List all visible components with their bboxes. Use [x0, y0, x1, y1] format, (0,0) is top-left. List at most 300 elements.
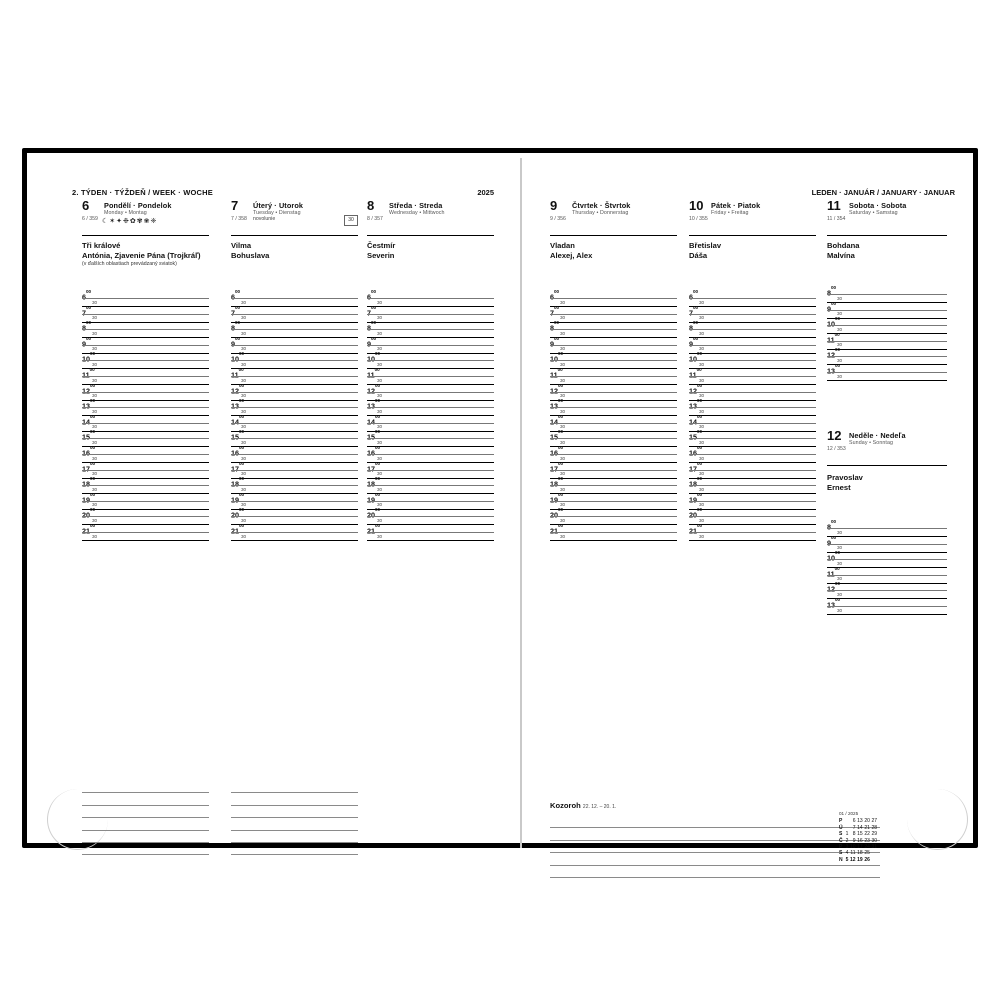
mini-calendar-day[interactable]: 13 — [857, 818, 863, 825]
hour-label: $16^{00}$ — [82, 444, 96, 458]
half-hour-label: 30 — [241, 361, 247, 367]
day-header-sunday — [827, 428, 947, 466]
hour-label: $11^{00}$ — [367, 366, 380, 380]
nameday-label: Vilma Bohuslava — [231, 241, 270, 260]
half-hour-rule — [82, 470, 209, 471]
hour-rule — [689, 540, 816, 541]
hour-label: $19^{00}$ — [550, 491, 564, 505]
half-hour-label: 30 — [377, 471, 383, 477]
hour-row[interactable] — [367, 509, 494, 525]
day-name-en: Thursday • Donnerstag — [572, 210, 629, 216]
hour-row[interactable] — [689, 431, 816, 447]
half-hour-rule — [550, 532, 677, 533]
hour-label: $9^{00}$ — [82, 335, 92, 349]
day-count: 10 / 355 — [689, 216, 708, 222]
mini-calendar-day[interactable]: 6 — [852, 818, 856, 825]
hour-row[interactable] — [550, 291, 677, 307]
mini-calendar-day[interactable]: 3 — [845, 844, 849, 851]
half-hour-rule — [689, 470, 816, 471]
day-header-friday — [689, 198, 816, 236]
hour-label: $14^{00}$ — [231, 413, 245, 427]
half-hour-label: 30 — [241, 424, 247, 430]
note-line[interactable] — [231, 818, 358, 830]
hour-row[interactable] — [231, 509, 358, 525]
hour-label: $17^{00}$ — [82, 460, 96, 473]
hour-label: $12^{00}$ — [550, 382, 564, 395]
hour-row[interactable] — [550, 413, 677, 432]
half-hour-rule — [827, 590, 947, 591]
day-name-en: Monday • Montag — [104, 210, 147, 216]
hour-row[interactable] — [827, 331, 947, 350]
day-column-thursday — [550, 198, 677, 810]
half-hour-label: 30 — [560, 299, 566, 305]
hour-label: $9^{00}$ — [231, 335, 241, 349]
day-names-friday — [689, 241, 816, 261]
note-line[interactable] — [82, 806, 209, 818]
mini-calendar-day[interactable]: 30 — [871, 837, 878, 844]
half-hour-label: 30 — [837, 342, 843, 348]
half-hour-label: 30 — [699, 299, 705, 305]
half-hour-rule — [82, 532, 209, 533]
half-hour-label: 30 — [699, 471, 705, 477]
day-number: 6 — [82, 198, 90, 213]
hour-grid-friday — [689, 291, 816, 541]
hour-row[interactable] — [231, 522, 358, 541]
half-hour-label: 30 — [92, 455, 98, 461]
half-hour-label: 30 — [560, 517, 566, 523]
hour-row[interactable] — [82, 322, 209, 338]
half-hour-rule — [231, 438, 358, 439]
hour-row[interactable] — [827, 318, 947, 334]
hour-row[interactable] — [689, 322, 816, 338]
hour-row[interactable] — [550, 366, 677, 385]
note-line[interactable] — [231, 843, 358, 855]
half-hour-label: 30 — [699, 533, 705, 539]
half-hour-rule — [689, 516, 816, 517]
hour-row[interactable] — [231, 335, 358, 354]
nameday-label: Vladan Alexej, Alex — [550, 241, 593, 260]
hour-row[interactable] — [231, 382, 358, 401]
hour-label: $18^{00}$ — [689, 476, 703, 489]
half-hour-rule — [367, 501, 494, 502]
mini-calendar-day[interactable]: 29 — [871, 831, 878, 838]
hour-label: $6^{00}$ — [689, 289, 699, 302]
hour-row[interactable] — [367, 413, 494, 432]
mini-calendar-day[interactable]: 11 — [850, 850, 856, 857]
hour-row[interactable] — [231, 353, 358, 369]
note-line[interactable] — [550, 866, 880, 878]
hour-label: $6^{00}$ — [367, 289, 377, 302]
hour-label: $11^{00}$ — [827, 331, 840, 345]
half-hour-rule — [367, 407, 494, 408]
hour-row[interactable] — [689, 509, 816, 525]
half-hour-rule — [367, 532, 494, 533]
hour-row[interactable] — [231, 460, 358, 479]
hour-label: $20^{00}$ — [550, 507, 564, 520]
hour-label: $9^{00}$ — [550, 335, 560, 349]
hour-row[interactable] — [689, 400, 816, 416]
hour-row[interactable] — [367, 444, 494, 463]
hour-row[interactable] — [689, 444, 816, 463]
hour-row[interactable] — [367, 366, 494, 385]
mini-calendar-day[interactable]: 1 — [845, 831, 849, 838]
half-hour-label: 30 — [241, 393, 247, 399]
half-hour-label: 30 — [699, 424, 705, 430]
hour-row[interactable] — [689, 460, 816, 479]
day-number: 11 — [827, 198, 841, 213]
mini-calendar-day[interactable]: 20 — [864, 818, 870, 825]
hour-label: $8^{00}$ — [827, 285, 837, 298]
hour-row[interactable] — [827, 534, 947, 553]
hour-row[interactable] — [689, 522, 816, 541]
hour-label: $10^{00}$ — [689, 351, 703, 364]
mini-calendar-day[interactable]: 7 — [852, 824, 856, 831]
half-hour-rule — [827, 294, 947, 295]
mini-calendar-day[interactable]: 8 — [852, 831, 856, 838]
hour-row[interactable] — [367, 522, 494, 541]
hour-row[interactable] — [367, 291, 494, 307]
hour-row[interactable] — [82, 491, 209, 510]
hour-row[interactable] — [367, 322, 494, 338]
mini-calendar-day[interactable]: 12 — [850, 856, 856, 863]
half-hour-label: 30 — [377, 299, 383, 305]
hour-row[interactable] — [82, 353, 209, 369]
mini-calendar-day[interactable]: 2 — [845, 837, 849, 844]
half-hour-rule — [827, 356, 947, 357]
half-hour-rule — [827, 544, 947, 545]
hour-label: $14^{00}$ — [367, 413, 381, 427]
hour-row[interactable] — [82, 366, 209, 385]
hour-row[interactable] — [82, 431, 209, 447]
note-line[interactable] — [550, 816, 880, 828]
hour-label: $21^{00}$ — [550, 522, 564, 536]
hour-label: $21^{00}$ — [231, 522, 245, 536]
note-line[interactable] — [550, 841, 880, 853]
mini-calendar-day[interactable]: 9 — [852, 837, 856, 844]
half-hour-rule — [550, 407, 677, 408]
half-hour-rule — [550, 423, 677, 424]
hour-row[interactable] — [550, 509, 677, 525]
hour-row[interactable] — [689, 382, 816, 401]
hour-row[interactable] — [82, 522, 209, 541]
half-hour-rule — [367, 438, 494, 439]
hour-row[interactable] — [550, 431, 677, 447]
hour-label: $12^{00}$ — [82, 382, 96, 395]
hour-row[interactable] — [550, 304, 677, 323]
half-hour-label: 30 — [560, 486, 566, 492]
half-hour-rule — [550, 516, 677, 517]
hour-row[interactable] — [231, 431, 358, 447]
hour-row[interactable] — [231, 291, 358, 307]
notes-monday[interactable] — [82, 781, 209, 855]
half-hour-rule — [550, 470, 677, 471]
mini-calendar-dow: Č — [839, 837, 843, 844]
hour-rule — [82, 540, 209, 541]
mini-calendar-day[interactable]: 22 — [864, 831, 870, 838]
mini-calendar-day[interactable]: 4 — [845, 850, 849, 857]
hour-label: $21^{00}$ — [367, 522, 381, 536]
notes-thursday[interactable] — [550, 816, 880, 878]
half-hour-label: 30 — [560, 315, 566, 321]
hour-row[interactable] — [367, 353, 494, 369]
hour-row[interactable] — [231, 366, 358, 385]
hour-row[interactable] — [827, 565, 947, 584]
hour-row[interactable] — [231, 491, 358, 510]
hour-row[interactable] — [82, 304, 209, 323]
hour-row[interactable] — [231, 413, 358, 432]
note-line[interactable] — [82, 831, 209, 843]
hour-label: $17^{00}$ — [367, 460, 381, 473]
half-hour-label: 30 — [560, 502, 566, 508]
hour-row[interactable] — [231, 478, 358, 494]
half-hour-label: 30 — [560, 408, 566, 414]
hour-label: $13^{00}$ — [689, 398, 703, 411]
hour-label: $17^{00}$ — [689, 460, 703, 473]
half-hour-rule — [550, 360, 677, 361]
mini-calendar-day[interactable]: 23 — [864, 837, 870, 844]
note-line[interactable] — [231, 806, 358, 818]
hour-row[interactable] — [367, 478, 494, 494]
half-hour-rule — [82, 454, 209, 455]
hour-row[interactable] — [231, 400, 358, 416]
mini-calendar-day[interactable]: 5 — [845, 856, 849, 863]
day-count: 6 / 359 — [82, 216, 98, 222]
hour-row[interactable] — [689, 491, 816, 510]
half-hour-label: 30 — [377, 315, 383, 321]
hour-label: $13^{00}$ — [550, 398, 564, 411]
hour-row[interactable] — [550, 322, 677, 338]
mini-calendar-day[interactable]: 10 — [850, 844, 856, 851]
hour-row[interactable] — [827, 287, 947, 303]
hour-rule — [367, 540, 494, 541]
half-hour-label: 30 — [560, 424, 566, 430]
hour-row[interactable] — [689, 478, 816, 494]
day-column-sunday — [827, 428, 947, 613]
hour-row[interactable] — [550, 478, 677, 494]
hour-row[interactable] — [689, 335, 816, 354]
hour-row[interactable] — [689, 291, 816, 307]
day-number: 10 — [689, 198, 704, 213]
hour-label: $20^{00}$ — [367, 507, 381, 520]
mini-calendar-day[interactable]: 19 — [857, 856, 863, 863]
half-hour-label: 30 — [241, 533, 247, 539]
day-name-en: Saturday • Samstag — [849, 210, 898, 216]
note-line[interactable] — [231, 781, 358, 793]
half-hour-rule — [231, 407, 358, 408]
half-hour-rule — [827, 575, 947, 576]
note-line[interactable] — [231, 831, 358, 843]
hour-label: $13^{00}$ — [82, 398, 96, 411]
hour-row[interactable] — [82, 478, 209, 494]
hour-label: $15^{00}$ — [231, 429, 245, 442]
day-header-tuesday — [231, 198, 358, 236]
hour-row[interactable] — [827, 596, 947, 615]
half-hour-rule — [827, 528, 947, 529]
hour-row[interactable] — [367, 335, 494, 354]
mini-calendar-day[interactable]: 15 — [857, 831, 863, 838]
mini-calendar-dow: S — [839, 850, 843, 857]
hour-label: $18^{00}$ — [82, 476, 96, 489]
hour-label: $8^{00}$ — [827, 519, 837, 532]
half-hour-rule — [550, 392, 677, 393]
hour-row[interactable] — [827, 349, 947, 365]
notes-tuesday[interactable] — [231, 781, 358, 855]
hour-label: $16^{00}$ — [231, 444, 245, 458]
mini-calendar-day[interactable] — [871, 857, 878, 863]
hour-row[interactable] — [550, 335, 677, 354]
hour-label: $19^{00}$ — [82, 491, 96, 505]
hour-label: $10^{00}$ — [550, 351, 564, 364]
hour-label: $20^{00}$ — [82, 507, 96, 520]
note-line[interactable] — [82, 818, 209, 830]
moon-label: novolunie — [253, 216, 276, 222]
hour-row[interactable] — [82, 291, 209, 307]
hour-row[interactable] — [550, 400, 677, 416]
half-hour-rule — [689, 329, 816, 330]
half-hour-rule — [82, 345, 209, 346]
half-hour-rule — [827, 606, 947, 607]
half-hour-label: 30 — [837, 357, 843, 363]
mini-calendar-day[interactable]: 28 — [871, 824, 878, 831]
mini-calendar-day[interactable]: 21 — [864, 824, 870, 831]
day-name: Čtvrtek · Štvrtok — [572, 201, 631, 210]
day-name: Středa · Streda — [389, 201, 443, 210]
half-hour-rule — [550, 454, 677, 455]
hour-row[interactable] — [827, 583, 947, 599]
hour-row[interactable] — [367, 431, 494, 447]
hour-label: $13^{00}$ — [827, 362, 841, 376]
hour-row[interactable] — [550, 491, 677, 510]
day-column-saturday — [827, 198, 947, 863]
mini-calendar-day[interactable]: 25 — [864, 850, 870, 857]
hour-grid-thursday — [550, 291, 677, 541]
hour-row[interactable] — [689, 413, 816, 432]
note-line[interactable] — [82, 793, 209, 805]
hour-label: $12^{00}$ — [827, 347, 841, 360]
day-name: Úterý · Utorok — [253, 201, 304, 210]
hour-row[interactable] — [82, 444, 209, 463]
hour-row[interactable] — [689, 304, 816, 323]
hour-label: $18^{00}$ — [550, 476, 564, 489]
day-name-en: Friday • Freitag — [711, 210, 749, 216]
hour-row[interactable] — [82, 509, 209, 525]
half-hour-label: 30 — [560, 393, 566, 399]
half-hour-label: 30 — [377, 393, 383, 399]
mini-calendar-day[interactable]: 27 — [871, 818, 878, 825]
half-hour-label: 30 — [699, 455, 705, 461]
day-count: 11 / 354 — [827, 216, 846, 222]
hour-row[interactable] — [231, 444, 358, 463]
hour-row[interactable] — [82, 335, 209, 354]
hour-label: $11^{00}$ — [231, 366, 244, 380]
note-line[interactable] — [82, 843, 209, 855]
hour-grid-sunday — [827, 521, 947, 615]
mini-calendar-day[interactable]: 16 — [857, 837, 863, 844]
half-hour-label: 30 — [377, 439, 383, 445]
hour-row[interactable] — [550, 460, 677, 479]
half-hour-rule — [82, 516, 209, 517]
half-hour-label: 30 — [699, 361, 705, 367]
hour-row[interactable] — [689, 353, 816, 369]
note-line[interactable] — [550, 853, 880, 865]
nameday-label: Čestmír Severin — [367, 241, 396, 260]
hour-label: $7^{00}$ — [231, 304, 241, 317]
hour-row[interactable] — [827, 521, 947, 537]
half-hour-label: 30 — [699, 486, 705, 492]
hour-label: $10^{00}$ — [827, 550, 841, 563]
half-hour-label: 30 — [837, 591, 843, 597]
hour-row[interactable] — [827, 362, 947, 381]
half-hour-label: 30 — [377, 486, 383, 492]
half-hour-rule — [550, 501, 677, 502]
half-hour-rule — [367, 376, 494, 377]
hour-grid-saturday — [827, 287, 947, 381]
mini-calendar-day[interactable]: 18 — [857, 850, 863, 857]
mini-calendar-day[interactable]: 17 — [857, 844, 863, 851]
hour-row[interactable] — [82, 460, 209, 479]
hour-label: $7^{00}$ — [367, 304, 377, 317]
hour-label: $8^{00}$ — [367, 320, 377, 333]
hour-row[interactable] — [231, 304, 358, 323]
mini-calendar-dow: P — [839, 818, 843, 825]
mini-calendar-day[interactable]: 24 — [864, 844, 870, 851]
half-hour-label: 30 — [92, 439, 98, 445]
hour-row[interactable] — [550, 522, 677, 541]
hour-row[interactable] — [82, 413, 209, 432]
half-hour-label: 30 — [560, 471, 566, 477]
hour-row[interactable] — [689, 366, 816, 385]
hour-row[interactable] — [82, 382, 209, 401]
note-line[interactable] — [231, 793, 358, 805]
hour-label: $17^{00}$ — [231, 460, 245, 473]
half-hour-rule — [231, 360, 358, 361]
half-hour-rule — [550, 314, 677, 315]
mini-calendar-day[interactable]: 26 — [864, 856, 870, 863]
hour-row[interactable] — [550, 382, 677, 401]
mini-calendar-day[interactable]: 14 — [857, 824, 863, 831]
moon-icon: 30 — [344, 215, 358, 226]
month-label: LEDEN · JANUÁR / JANUARY · JANUAR — [811, 188, 955, 197]
hour-label: $17^{00}$ — [550, 460, 564, 473]
zodiac-name: Kozoroh — [550, 801, 581, 810]
hour-row[interactable] — [550, 353, 677, 369]
half-hour-rule — [82, 329, 209, 330]
hour-label: $9^{00}$ — [827, 534, 837, 547]
hour-row[interactable] — [827, 300, 947, 319]
half-hour-rule — [550, 376, 677, 377]
half-hour-rule — [827, 559, 947, 560]
hour-row[interactable] — [367, 382, 494, 401]
half-hour-rule — [231, 298, 358, 299]
half-hour-rule — [82, 501, 209, 502]
mini-calendar-day[interactable]: 31 — [871, 844, 878, 851]
day-names-wednesday — [367, 241, 494, 261]
hour-row[interactable] — [367, 400, 494, 416]
hour-row[interactable] — [82, 400, 209, 416]
hour-row[interactable] — [367, 304, 494, 323]
hour-row[interactable] — [367, 491, 494, 510]
half-hour-label: 30 — [699, 502, 705, 508]
hour-row[interactable] — [367, 460, 494, 479]
hour-row[interactable] — [231, 322, 358, 338]
hour-row[interactable] — [827, 552, 947, 568]
half-hour-label: 30 — [699, 439, 705, 445]
hour-row[interactable] — [550, 444, 677, 463]
note-line[interactable] — [550, 828, 880, 840]
note-line[interactable] — [82, 781, 209, 793]
moon-phase-symbols: ☾✶✦❉✿✾❀❈ — [102, 218, 158, 225]
mini-calendar-dow: N — [839, 856, 843, 863]
